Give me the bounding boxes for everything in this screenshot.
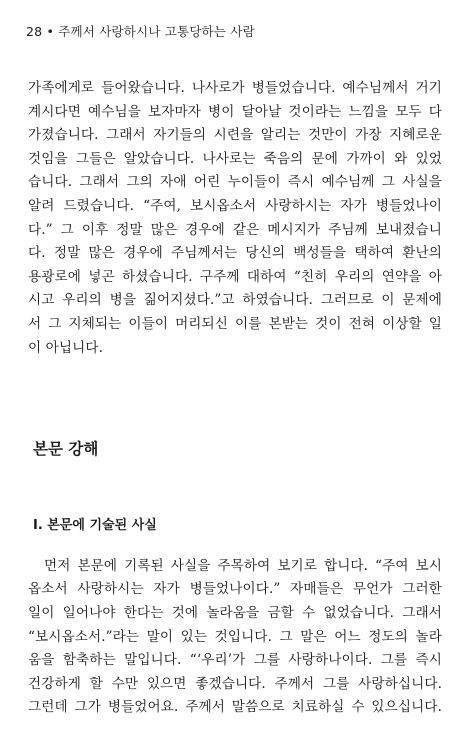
paragraph1-line: 가족에게로 들어왔습니다. 나사로가 병들었습니다. 예수님께서 거기	[28, 80, 442, 96]
subsection-heading: I. 본문에 기술된 사실	[33, 518, 157, 533]
paragraph2-line: 옵소서 사랑하시는 자가 병들었나이다.” 자매들은 무언가 그러한	[28, 581, 442, 597]
running-head: 28 • 주께서 사랑하시나 고통당하는 사람	[26, 24, 255, 39]
paragraph1-line: 계시다면 예수님을 보자마자 병이 달아날 것이라는 느낌을 모두 다	[28, 104, 442, 120]
paragraph1-line: 다.” 그 이후 정말 많은 경우에 같은 메시지가 주님께 보내졌습니	[28, 222, 442, 238]
paragraph1-line: 것임을 그들은 알았습니다. 나사로는 죽음의 문에 가까이 와 있었	[28, 151, 442, 167]
paragraph1-line: 다. 정말 많은 경우에 주님께서는 당신의 백성들을 택하여 환난의	[28, 245, 442, 261]
paragraph2-line: 건강하게 할 수만 있으면 좋겠습니다. 주께서 그를 사랑하십니다.	[28, 676, 442, 692]
paragraph1-line: 알려 드렸습니다. “주여, 보시옵소서 사랑하시는 자가 병들었나이	[28, 198, 442, 214]
section-heading: 본문 강해	[33, 440, 99, 458]
paragraph2-line: 일이 일어나야 한다는 것에 놀라움을 금할 수 없었습니다. 그래서	[28, 605, 442, 621]
paragraph1-line: 시고 우리의 병을 짊어지셨다.”고 하였습니다. 그러므로 이 문제에	[28, 292, 442, 308]
paragraph2-line: 움을 함축하는 말입니다. “‘우리’가 그를 사랑하나이다. 그를 즉시	[28, 652, 442, 668]
paragraph1-line: 가졌습니다. 그래서 자기들의 시련을 알리는 것만이 가장 지혜로운	[28, 127, 442, 143]
paragraph1-line: 서 그 지체되는 이들이 머리되신 이를 본받는 것이 전혀 이상할 일	[28, 316, 442, 332]
paragraph2-line: “보시옵소서.”라는 말이 있는 것입니다. 그 말은 어느 정도의 놀라	[28, 629, 442, 645]
paragraph2-line: 그런데 그가 병들었어요. 주께서 말씀으로 치료하실 수 있으십니다.	[28, 699, 442, 715]
paragraph1-line: 습니다. 그래서 그의 자애 어린 누이들이 즉시 예수님께 그 사실을	[28, 174, 442, 190]
paragraph2-line: 먼저 본문에 기록된 사실을 주목하여 보기로 합니다. “주여 보시	[44, 558, 442, 574]
paragraph1-line: 이 아닙니다.	[28, 340, 103, 356]
paragraph1-line: 용광로에 넣곤 하셨습니다. 구주께 대하여 “친히 우리의 연약을 아	[28, 269, 442, 285]
